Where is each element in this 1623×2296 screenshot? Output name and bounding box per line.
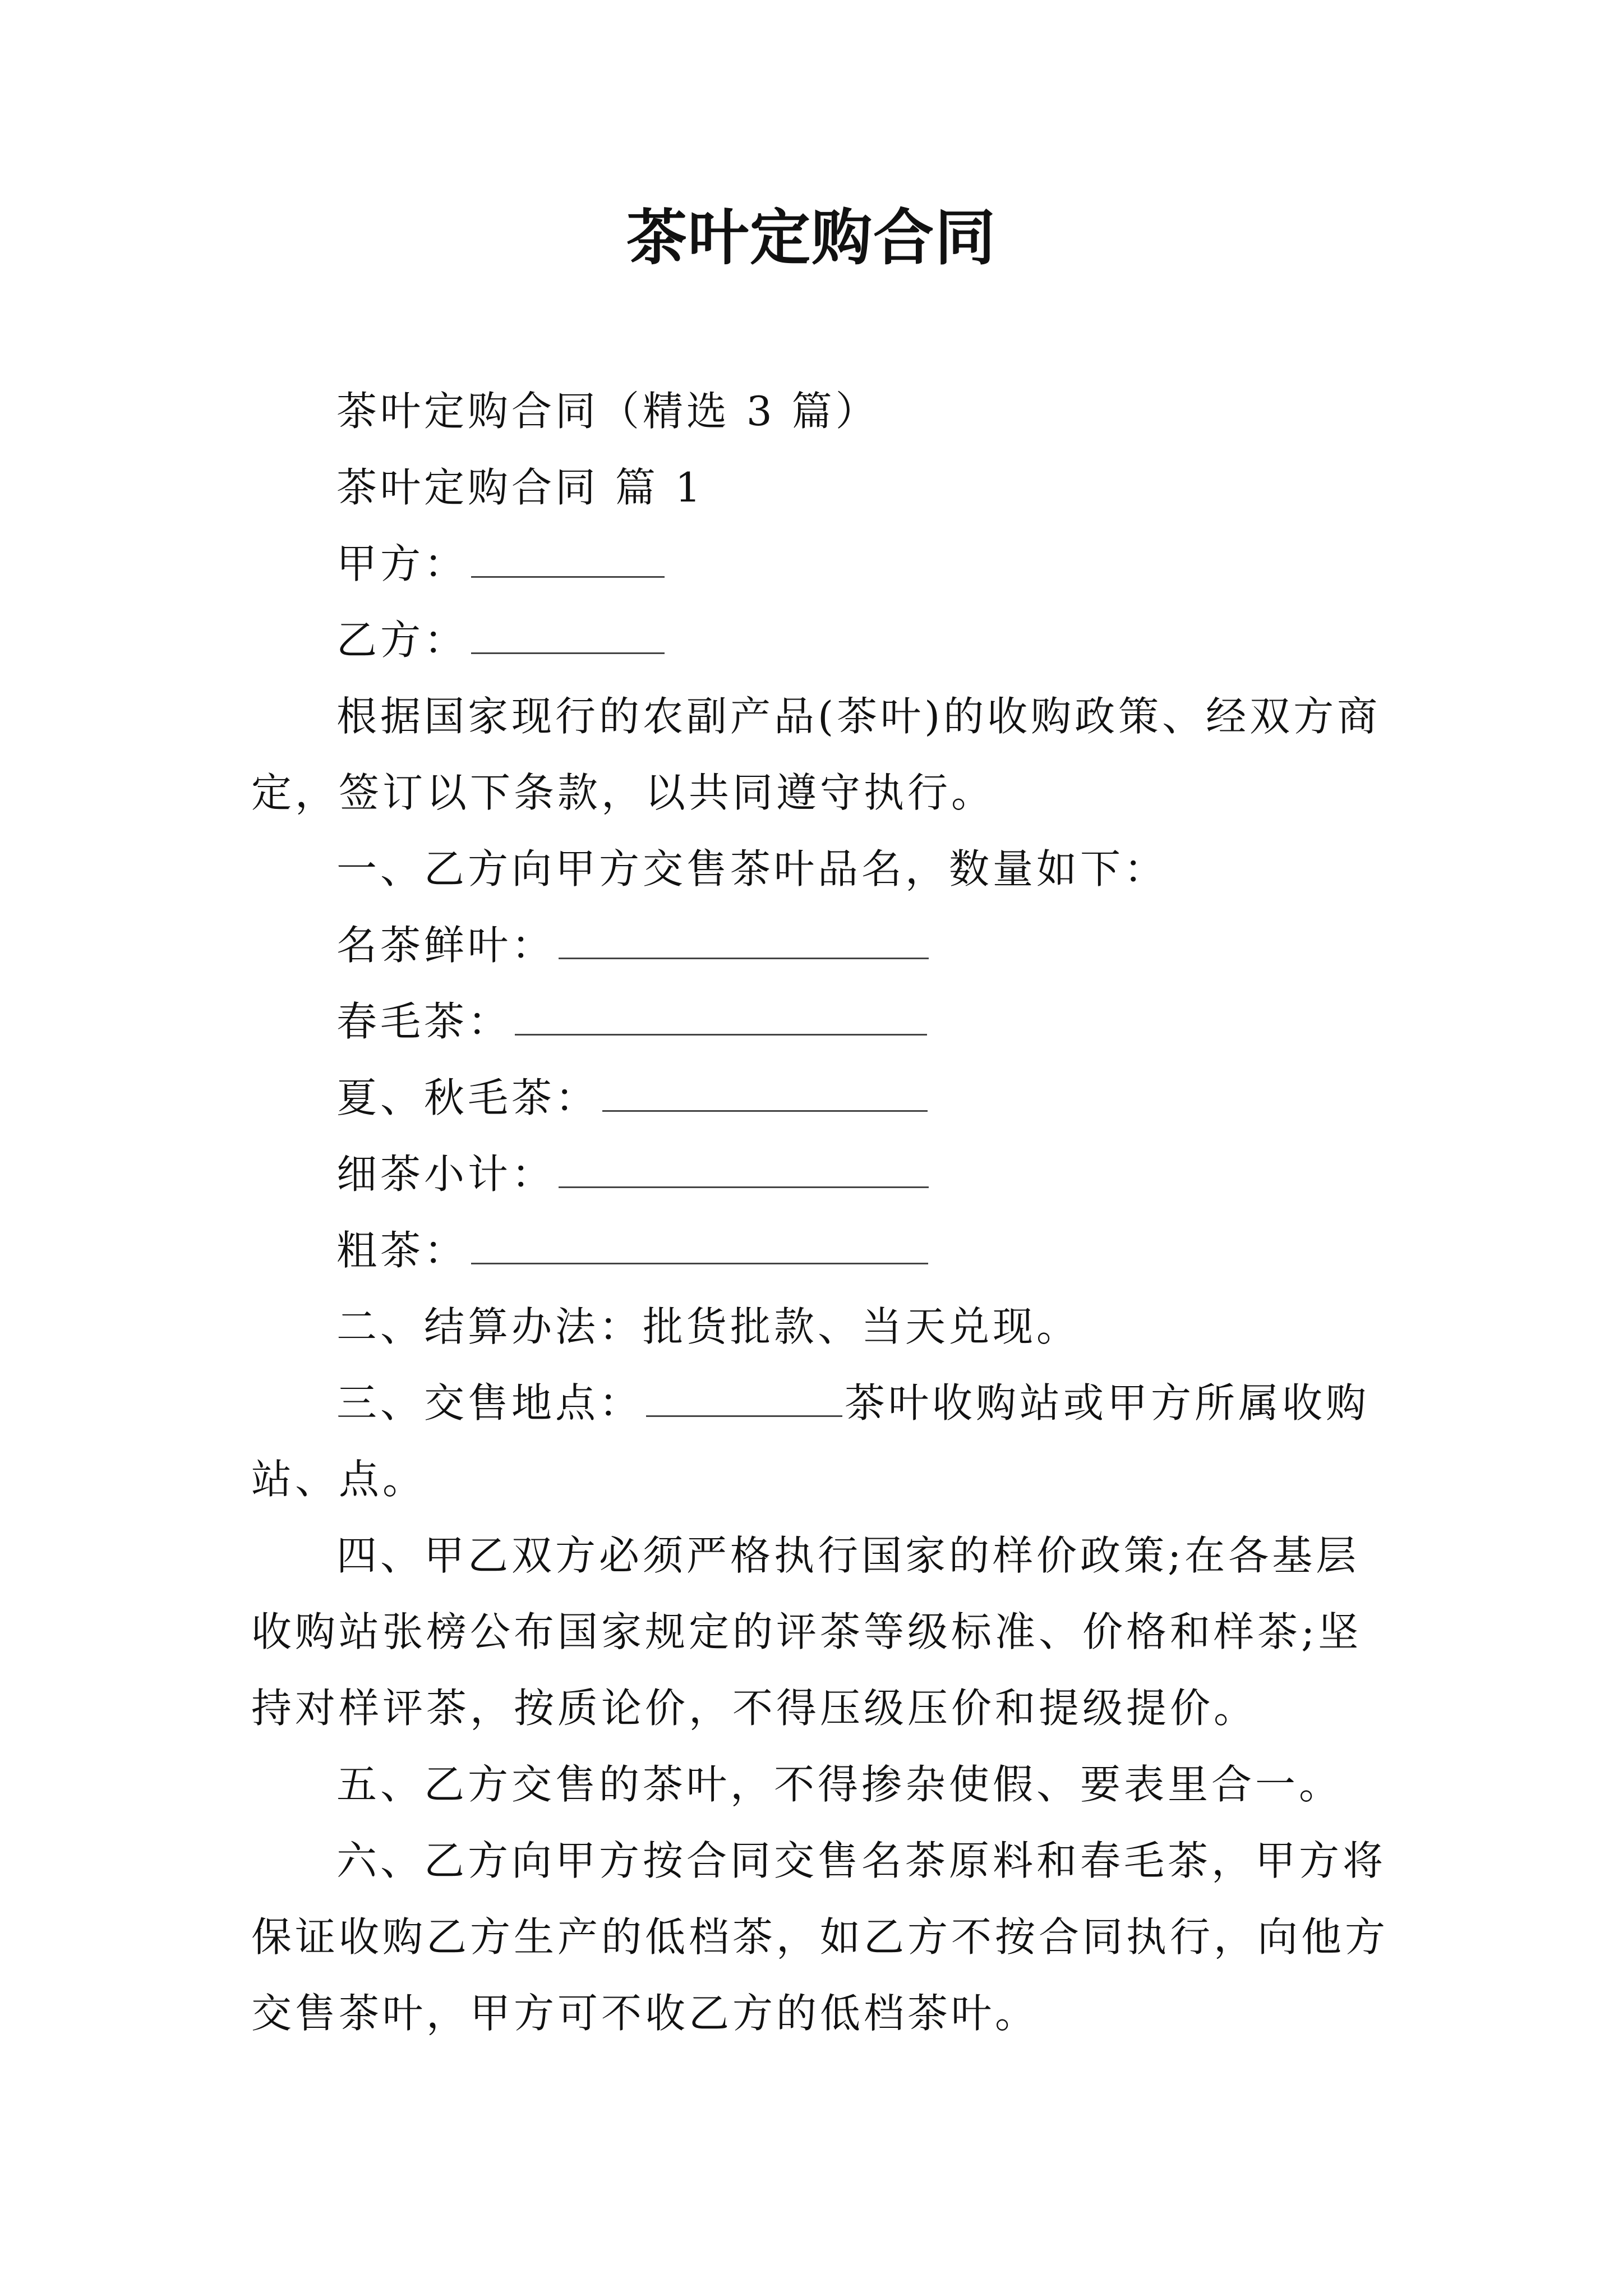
item-famous-fresh-leaf-line — [251, 907, 1390, 983]
item-spring-tea-blank — [515, 990, 927, 1036]
item-coarse-tea-line — [251, 1212, 1390, 1289]
clause-3 — [251, 1365, 1390, 1517]
party-b-blank — [471, 609, 665, 654]
clause-3-place-blank — [646, 1372, 842, 1417]
item-famous-fresh-leaf-blank — [559, 914, 929, 959]
item-summer-autumn-tea-line — [251, 1060, 1390, 1136]
clause-4: 四、甲乙双方必须严格执行国家的样价政策;在各基层收购站张榜公布国家规定的评茶等级标准、价格和样茶;坚持对样评茶，按质论价，不得压级压价和提级提价。 — [251, 1532, 1362, 1732]
document-body — [251, 373, 1390, 2051]
item-fine-tea-subtotal-line — [251, 1136, 1390, 1212]
item-coarse-tea-label: 粗茶： — [336, 1227, 468, 1274]
item-coarse-tea-blank — [471, 1219, 928, 1264]
document-title: 茶叶定购合同 — [626, 203, 997, 273]
party-b-label: 乙方： — [336, 616, 468, 664]
clause-5: 五、乙方交售的茶叶，不得掺杂使假、要表里合一。 — [336, 1761, 1343, 1808]
item-fine-tea-subtotal-blank — [559, 1143, 929, 1188]
clause-6: 六、乙方向甲方按合同交售名茶原料和春毛茶，甲方将保证收购乙方生产的低档茶，如乙方不按合同执行，向他方交售茶叶，甲方可不收乙方的低档茶叶。 — [251, 1837, 1389, 2037]
party-a-line — [251, 526, 1390, 602]
document-subtitle: 茶叶定购合同（精选 3 篇） — [336, 388, 879, 435]
item-spring-tea-line — [251, 983, 1390, 1060]
party-a-label: 甲方： — [336, 540, 468, 587]
clause-1: 一、乙方向甲方交售茶叶品名，数量如下： — [336, 845, 1168, 892]
item-fine-tea-subtotal-label: 细茶小计： — [336, 1151, 556, 1198]
party-a-blank — [471, 532, 665, 578]
clause-3-prefix: 三、交售地点： — [336, 1379, 643, 1427]
party-b-line — [251, 602, 1390, 678]
clause-3-suffix: 茶叶收购站或甲方所属收购站、点。 — [251, 1379, 1370, 1503]
section-heading: 茶叶定购合同 篇 1 — [336, 464, 704, 511]
item-summer-autumn-tea-label: 夏、秋毛茶： — [336, 1074, 600, 1121]
clause-2: 二、结算办法：批货批款、当天兑现。 — [336, 1303, 1081, 1350]
item-spring-tea-label: 春毛茶： — [336, 998, 512, 1045]
item-famous-fresh-leaf-label: 名茶鲜叶： — [336, 922, 556, 969]
item-summer-autumn-tea-blank — [602, 1066, 928, 1112]
intro-paragraph: 根据国家现行的农副产品(茶叶)的收购政策、经双方商定，签订以下条款，以共同遵守执行。 — [251, 693, 1381, 816]
